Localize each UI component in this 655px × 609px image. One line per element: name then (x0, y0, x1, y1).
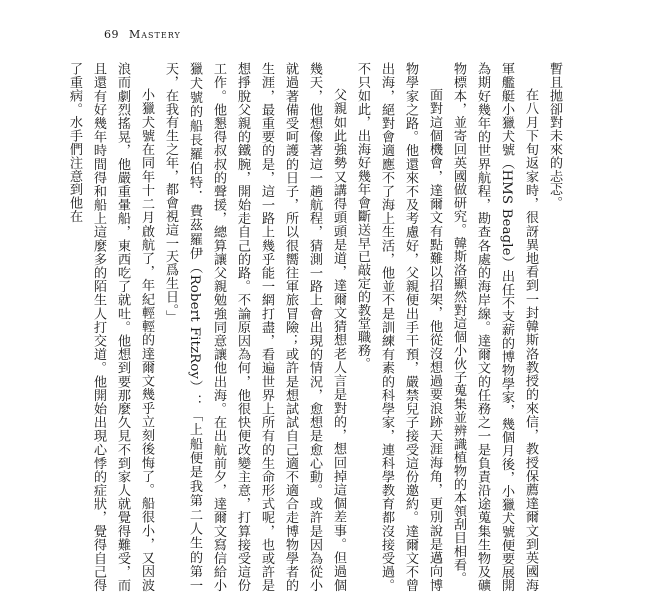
paragraph: 暫且拋卻對未來的忐忑。 (547, 62, 562, 210)
paragraph: 小獵犬號在同年十二月啟航了，年紀輕輕的達爾文幾乎立刻後悔了。船很小，又因波浪而劇烈搖晃，他嚴重暈船，東西吃了就吐。他想到要那麼久見不到家人就覺得難受，而且還有好幾年時間得和船上這麼多的陌生人打交道。他開始出現心悸的症狀，覺得自己得了重病。水手們注意到他在 (67, 62, 154, 592)
running-title: Mastery (129, 28, 181, 41)
paragraph: 父親如此強勢又講得頭頭是道，達爾文猜想老人言是對的，想回掉這個差事。但過個幾天，他想像著這一趟航程，猜測一路上會出現的情況，愈想是愈心動。或許是因為從小就過著備受呵護的日子，所以很嚮往軍旅冒險；或許是想試試自己適不適合走博物學者的生涯，最重要的是，這一路上幾乎能一網打盡，看遍世界上所有的生命形式呢，也或許是想掙脫父親的鐵腕，開始走自己的路。不論原因為何，他很快便改變主意，打算接受這份工作。他懇得叔叔的聲援，總算讓父親勉強同意讓他出海。在出航前夕，達爾文寫信給小獵犬號的船長羅伯特．費茲羅伊（Robert FitzRoy）：「上船便是我第二人生的第一天，在我有生之年，都會視這一天爲生日。」 (163, 62, 346, 592)
body-text (67, 62, 566, 592)
paragraph: 在八月下旬返家時，很訝異地看到一封韓斯洛教授的來信，教授保薦達爾文到英國海軍艦艇小獵犬號（HMS Beagle）出任不支薪的博物學家，幾個月後，小獵犬號便要展開為期好幾年的世界航程，勘查各處的海岸線。達爾文的任務之一是負責沿途蒐集生物及礦物標本，並寄回英國做研究。韓斯洛顯然對這個小伙子蒐集並辨識植物的本領刮目相看。 (451, 62, 538, 592)
paragraph: 面對這個機會，達爾文有點難以招架，他從沒想過要浪跡天涯海角，更別說是邁向博物學家之路。他還來不及考慮好，父親便出手干預，嚴禁兒子接受這份邀約。達爾文不曾出海，絕對會適應不了海上生活，他並不是訓練有素的科學家，連科學教育都沒接受過。不只如此，出海好幾年會斷送早已敲定的教堂職務。 (355, 62, 442, 592)
page-header (104, 28, 181, 41)
page-number: 69 (104, 28, 119, 41)
